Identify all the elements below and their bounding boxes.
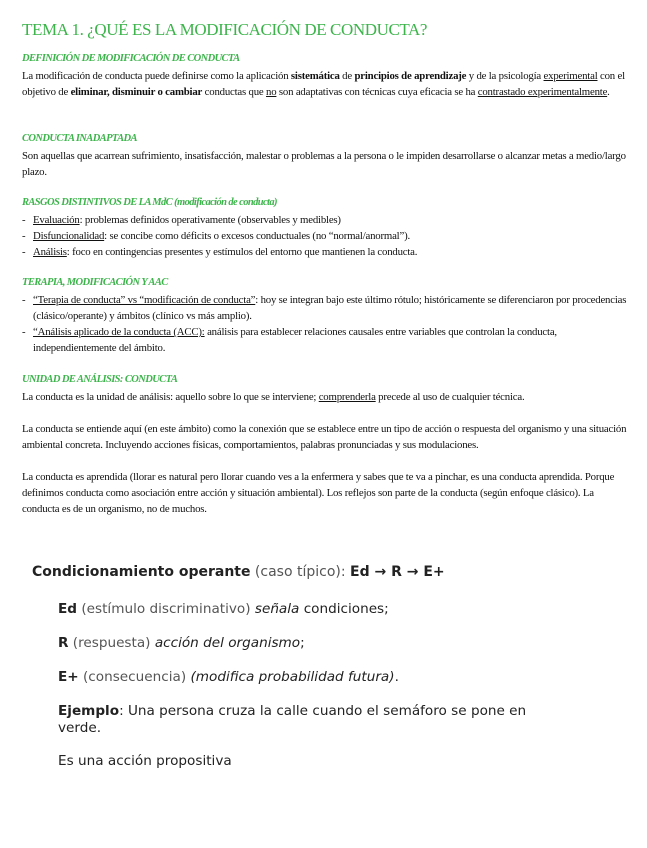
section-heading-terapia: TERAPIA, MODIFICACIÓN Y AAC (22, 277, 168, 288)
list-item: - “Análisis aplicado de la conducta (ACC): análisis para establecer relaciones causales entre variables que controlan la conducta, independientemente del ámbito. (22, 326, 557, 354)
operante-ejemplo: Ejemplo: Una persona cruza la calle cuando el semáforo se pone en verde. (58, 703, 527, 736)
rasgos-list (22, 212, 627, 260)
definicion-paragraph: La modificación de conducta puede definirse como la aplicación sistemática de principios de aprendizaje y de la psicología experimental con el objetivo de eliminar, disminuir o cambiar conductas que no son adaptativas con técnicas cuya eficacia se ha contrastado experimentalmente. (22, 70, 625, 98)
bullet-marker: - (22, 246, 26, 258)
list-item: - Análisis: foco en contingencias presentes y estímulos del entorno que mantienen la conducta. (22, 246, 418, 258)
inadaptada-paragraph: Son aquellas que acarrean sufrimiento, insatisfacción, malestar o problemas a la persona o le impiden desarrollarse o alcanzar metas a medio/largo plazo. (22, 150, 626, 178)
bullet-marker: - (22, 230, 26, 242)
operante-r-line: R (respuesta) acción del organismo; (58, 635, 305, 651)
page-title: TEMA 1. ¿QUÉ ES LA MODIFICACIÓN DE CONDUCTA? (22, 20, 428, 39)
list-item: - Disfuncionalidad: se concibe como déficits o excesos conductuales (no “normal/anormal”). (22, 230, 410, 242)
terapia-list (22, 292, 627, 356)
bullet-marker: - (22, 326, 26, 338)
unidad-paragraph-1: La conducta es la unidad de análisis: aquello sobre lo que se interviene; comprenderla precede al uso de cualquier técnica. (22, 391, 525, 403)
unidad-paragraph-3: La conducta es aprendida (llorar es natural pero llorar cuando ves a la enfermera y sabes que te va a pinchar, es una conducta aprendida. Porque definimos conducta como asociación entre acción y situación ambiental). Los reflejos son parte de la conducta (según enfoque clásico). La conducta es de un organismo, no de muchos. (22, 471, 615, 515)
operante-title: Condicionamiento operante (caso típico): Ed → R → E+ (32, 564, 445, 580)
unidad-paragraph-2: La conducta se entiende aquí (en este ámbito) como la conexión que se establece entre un tipo de acción o respuesta del organismo y una situación ambiental concreta. Incluyendo acciones físicas, comportamientos, palabras pronunciadas y sus modulaciones. (22, 423, 627, 451)
section-heading-rasgos: RASGOS DISTINTIVOS DE LA MdC (modificación de conducta) (22, 197, 277, 208)
operante-ed-line: Ed (estímulo discriminativo) señala condiciones; (58, 601, 389, 617)
bullet-marker: - (22, 294, 26, 306)
bullet-marker: - (22, 214, 26, 226)
operante-formula: Ed → R → E+ (350, 564, 445, 580)
section-heading-definicion: DEFINICIÓN DE MODIFICACIÓN DE CONDUCTA (22, 53, 240, 64)
list-item: - Evaluación: problemas definidos operativamente (observables y medibles) (22, 214, 341, 226)
section-heading-inadaptada: CONDUCTA INADAPTADA (22, 133, 137, 144)
section-heading-unidad: UNIDAD DE ANÁLISIS: CONDUCTA (22, 374, 178, 385)
operante-e-line: E+ (consecuencia) (modifica probabilidad futura). (58, 669, 399, 685)
operante-accion: Es una acción propositiva (58, 753, 232, 769)
list-item: - “Terapia de conducta” vs “modificación de conducta”: hoy se integran bajo este último rótulo; históricamente se diferenciaron por procedencias (clásico/operante) y ámbitos (clínico vs más amplio). (22, 294, 627, 322)
